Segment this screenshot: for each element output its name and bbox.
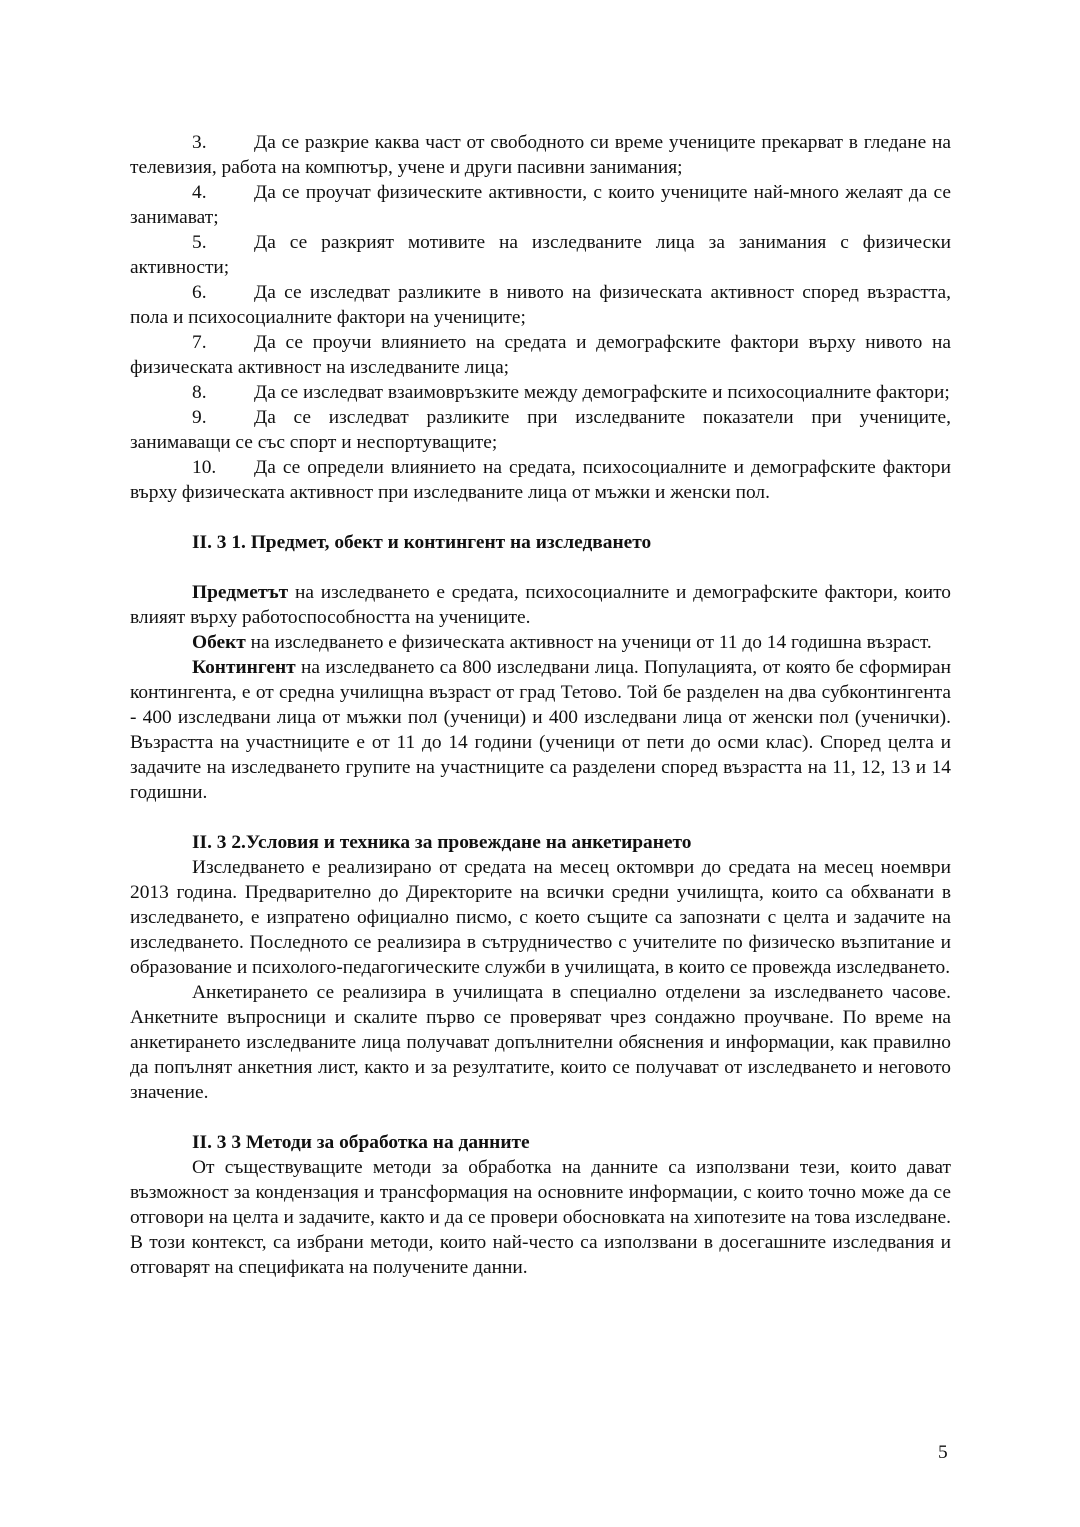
list-text: Да се проучи влиянието на средата и демографските фактори върху нивото на физическата активност на изследваните лица; xyxy=(130,332,951,378)
list-item xyxy=(130,330,951,380)
list-item xyxy=(130,405,951,455)
list-text: Да се разкрият мотивите на изследваните лица за занимания с физически активности; xyxy=(130,232,951,278)
object-paragraph xyxy=(130,630,951,655)
list-number: 4. xyxy=(192,182,207,203)
list-text: Да се изследват взаимовръзките между демографските и психосоциалните фактори; xyxy=(254,382,950,403)
list-item xyxy=(130,280,951,330)
list-text: Да се разкрие каква част от свободното си време учениците прекарват в гледане на телевизия, работа на компютър, учене и други пасивни занимания; xyxy=(130,132,951,178)
list-number: 9. xyxy=(192,407,207,428)
list-text: Да се изследват разликите при изследваните показатели при учениците, занимаващи се със спорт и неспортуващите; xyxy=(130,407,951,453)
list-number: 5. xyxy=(192,232,207,253)
subject-label: Предметът xyxy=(192,582,289,603)
subject-paragraph xyxy=(130,580,951,630)
object-label: Обект xyxy=(192,632,246,653)
list-text: Да се определи влиянието на средата, психосоциалните и демографските фактори върху физическата активност при изследваните лица от мъжки и женски пол. xyxy=(130,457,951,503)
list-item xyxy=(130,380,951,405)
list-item xyxy=(130,230,951,280)
section-heading: II. 3 3 Методи за обработка на данните xyxy=(192,1132,530,1153)
paragraph: Анкетирането се реализира в училищата в специално отделени за изследването часове. Анкетните въпросници и скалите първо се проверяват чрез сондажно проучване. По време на анкетирането изследваните лица получават допълнителни обяснения и информации, как правилно да попълнят анкетния лист, както и за резултатите, които се получават от изследването и неговото значение. xyxy=(130,982,951,1103)
list-item xyxy=(130,455,951,505)
list-number: 10. xyxy=(192,457,217,478)
paragraph: От съществуващите методи за обработка на данните са използвани тези, които дават възможност за кондензация и трансформация на основните информации, с които точно може да се отговори на целта и задачите, както и да се провери обосновката на хипотезите на това изследване. В този контекст, са избрани методи, които най-често са използвани в досегашните изследвания и отговарят на спецификата на получените данни. xyxy=(130,1157,951,1278)
list-item xyxy=(130,180,951,230)
list-text: Да се изследват разликите в нивото на физическата активност според възрастта, пола и психосоциалните фактори на учениците; xyxy=(130,282,951,328)
paragraph: Изследването е реализирано от средата на месец октомври до средата на месец ноември 2013 година. Предварително до Директорите на всички средни училищта, които са обхванати в изследването, е изпратено официално писмо, с което същите са запознати с целта и задачите на изследването. Последното се реализира в сътрудничество с учителите по физическо възпитание и образование и психолого-педагогическите служби в училищата, в които се провежда изследването. xyxy=(130,857,951,978)
list-number: 6. xyxy=(192,282,207,303)
section-heading: II. 3 1. Предмет, обект и контингент на изследването xyxy=(192,532,652,553)
page-number: 5 xyxy=(938,1442,948,1463)
list-number: 3. xyxy=(192,132,207,153)
contingent-label: Контингент xyxy=(192,657,296,678)
list-text: Да се проучат физическите активности, с които учениците най-много желаят да се занимават; xyxy=(130,182,951,228)
list-number: 8. xyxy=(192,382,207,403)
section-heading: II. 3 2.Условия и техника за провеждане на анкетирането xyxy=(192,832,692,853)
list-number: 7. xyxy=(192,332,207,353)
subject-text: на изследването е средата, психосоциалните и демографските фактори, които влияят върху работоспособността на учениците. xyxy=(130,582,951,628)
contingent-text: на изследването са 800 изследвани лица. Популацията, от която бе сформиран контингента, е от средна училищна възраст от град Тетово. Той бе разделен на два субконтингента - 400 изследвани лица от мъжки пол (ученици) и 400 изследвани лица от женски пол (ученички). Възрастта на участниците е от 11 до 14 години (ученици от пети до осми клас). Според целта и задачите на изследването групите на участниците са разделени според възрастта на 11, 12, 13 и 14 годишни. xyxy=(130,657,951,803)
contingent-paragraph xyxy=(130,655,951,805)
list-item xyxy=(130,130,951,180)
object-text: на изследването е физическата активност на ученици от 11 до 14 годишна възраст. xyxy=(245,632,932,653)
page-content xyxy=(130,130,951,1280)
